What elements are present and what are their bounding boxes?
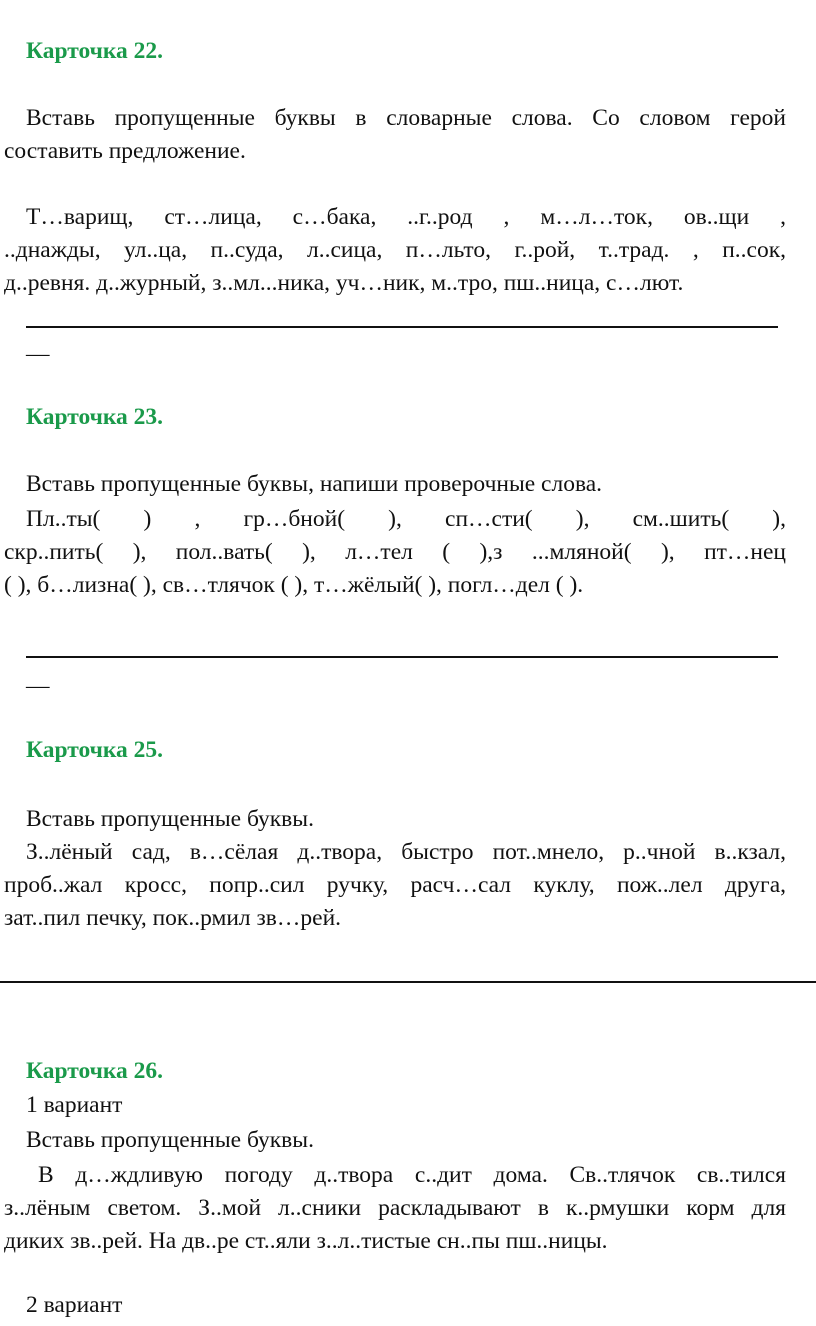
card-23-words-line-3: ( ), б…лизна( ), св…тлячок ( ), т…жёлый( ), погл…дел ( ). <box>4 572 584 598</box>
answer-line-dash: — <box>26 341 50 367</box>
card-22-words-line-1: Т…варищ, ст…лица, с…бака, ..г..род , м…л…ток, ов..щи , <box>26 204 786 230</box>
answer-line <box>26 656 778 658</box>
card-22-instruction-line-1: Вставь пропущенные буквы в словарные слова. Со словом герой <box>26 105 786 131</box>
card-23-words-line-2: скр..пить( ), пол..вать( ), л…тел ( ),з ...мляной( ), пт…нец <box>4 539 786 565</box>
card-22-words-line-2: ..днажды, ул..ца, п..суда, л..сица, п…льто, г..рой, т..трад. , п..сок, <box>4 237 786 263</box>
card-25-text-line-1: З..лёный сад, в…сёлая д..твора, быстро пот..мнело, р..чной в..кзал, <box>26 839 786 865</box>
card-26-variant-1: 1 вариант <box>26 1092 123 1118</box>
card-26-text-line-3: диких зв..рей. На дв..ре ст..яли з..л..тистые сн..пы пш..ницы. <box>4 1228 608 1254</box>
card-26-variant-2: 2 вариант <box>26 1292 123 1318</box>
card-26-instruction: Вставь пропущенные буквы. <box>26 1127 314 1153</box>
section-divider <box>0 981 816 983</box>
card-22-instruction-line-2: составить предложение. <box>4 138 246 164</box>
card-26-text-line-2: з..лёным светом. З..мой л..сники раскладывают в к..рмушки корм для <box>4 1195 786 1221</box>
answer-line-dash: — <box>26 673 50 699</box>
card-25-instruction: Вставь пропущенные буквы. <box>26 806 314 832</box>
card-22-title: Карточка 22. <box>26 38 164 64</box>
card-26-title: Карточка 26. <box>26 1058 164 1084</box>
card-25-title: Карточка 25. <box>26 737 164 763</box>
card-23-words-line-1: Пл..ты( ) , гр…бной( ), сп…сти( ), см..шить( ), <box>26 506 786 532</box>
answer-line <box>26 326 778 328</box>
card-23-title: Карточка 23. <box>26 404 164 430</box>
card-26-text-line-1: В д…ждливую погоду д..твора с..дит дома. Св..тлячок св..тился <box>38 1162 786 1188</box>
card-25-text-line-3: зат..пил печку, пок..рмил зв…рей. <box>4 905 342 931</box>
card-22-words-line-3: д..ревня. д..журный, з..мл...ника, уч…ник, м..тро, пш..ница, с…лют. <box>4 270 684 296</box>
card-23-instruction: Вставь пропущенные буквы, напиши проверочные слова. <box>26 471 603 497</box>
card-25-text-line-2: проб..жал кросс, попр..сил ручку, расч…сал куклу, пож..лел друга, <box>4 872 786 898</box>
